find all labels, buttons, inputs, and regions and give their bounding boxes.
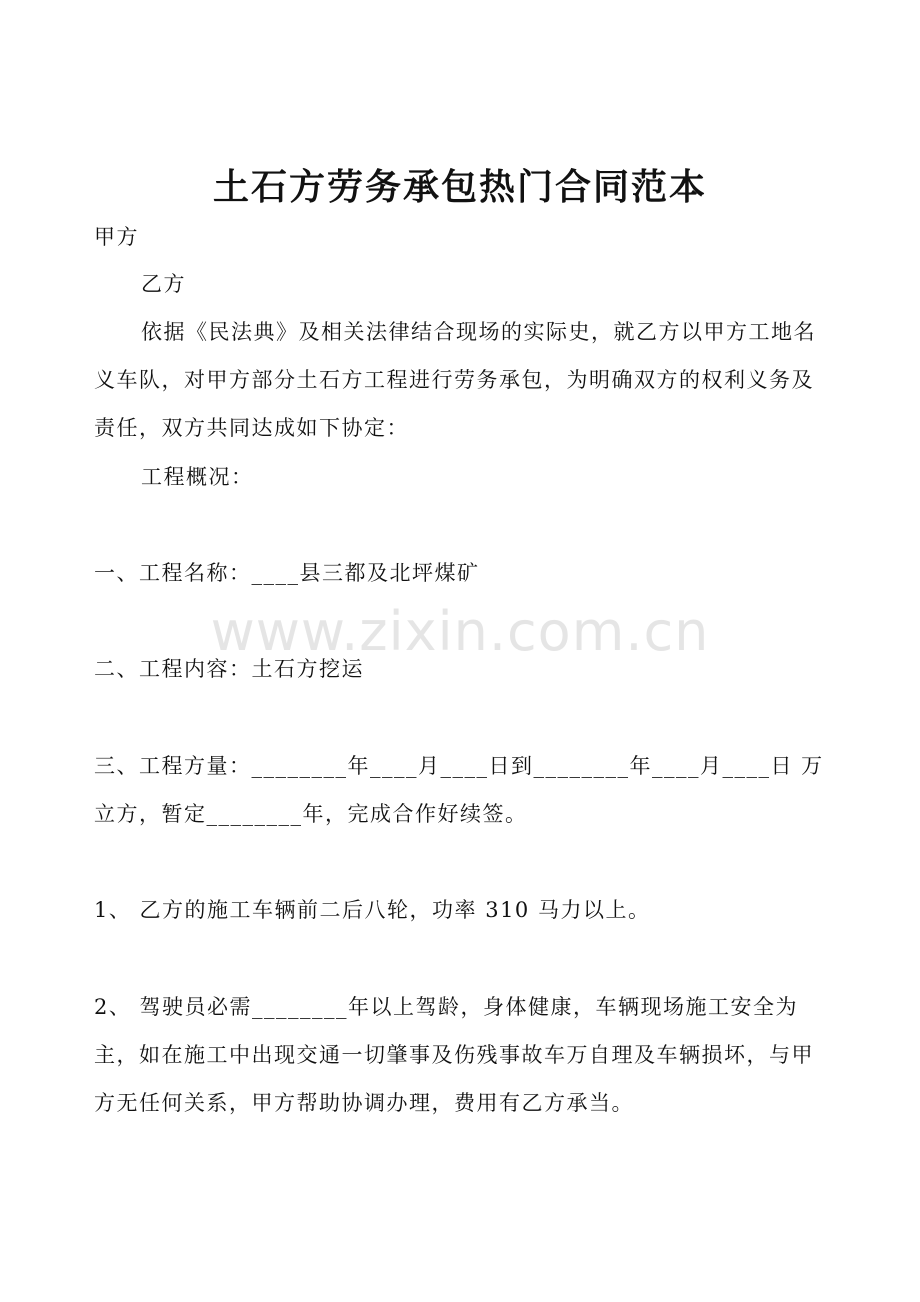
project-content-item: 二、工程内容：土石方挖运	[94, 657, 364, 681]
overview-heading: 工程概况：	[141, 465, 254, 489]
document-title: 土石方劳务承包热门合同范本	[212, 166, 707, 208]
project-quantity-line-2: 立方，暂定________年，完成合作好续签。	[94, 802, 528, 826]
clause-1: 1、 乙方的施工车辆前二后八轮，功率 310 马力以上。	[94, 898, 651, 922]
watermark: www.zixin.com.cn	[210, 600, 710, 663]
project-name-item: 一、工程名称：____县三都及北坪煤矿	[94, 561, 480, 585]
project-quantity-line-1: 三、工程方量：________年____月____日到________年____月____日 万	[94, 754, 824, 778]
intro-paragraph: 依据《民法典》及相关法律结合现场的实际史，就乙方以甲方工地名义车队，对甲方部分土石方工程进行劳务承包，为明确双方的权利义务及责任，双方共同达成如下协定：	[94, 320, 816, 440]
party-b-label: 乙方	[141, 272, 186, 296]
party-a-label: 甲方	[94, 225, 139, 249]
clause-2: 2、 驾驶员必需________年以上驾龄，身体健康，车辆现场施工安全为主，如在施工中出现交通一切肇事及伤残事故车万自理及车辆损坏，与甲方无任何关系，甲方帮助协调办理，费用有乙方承当。	[94, 995, 814, 1115]
